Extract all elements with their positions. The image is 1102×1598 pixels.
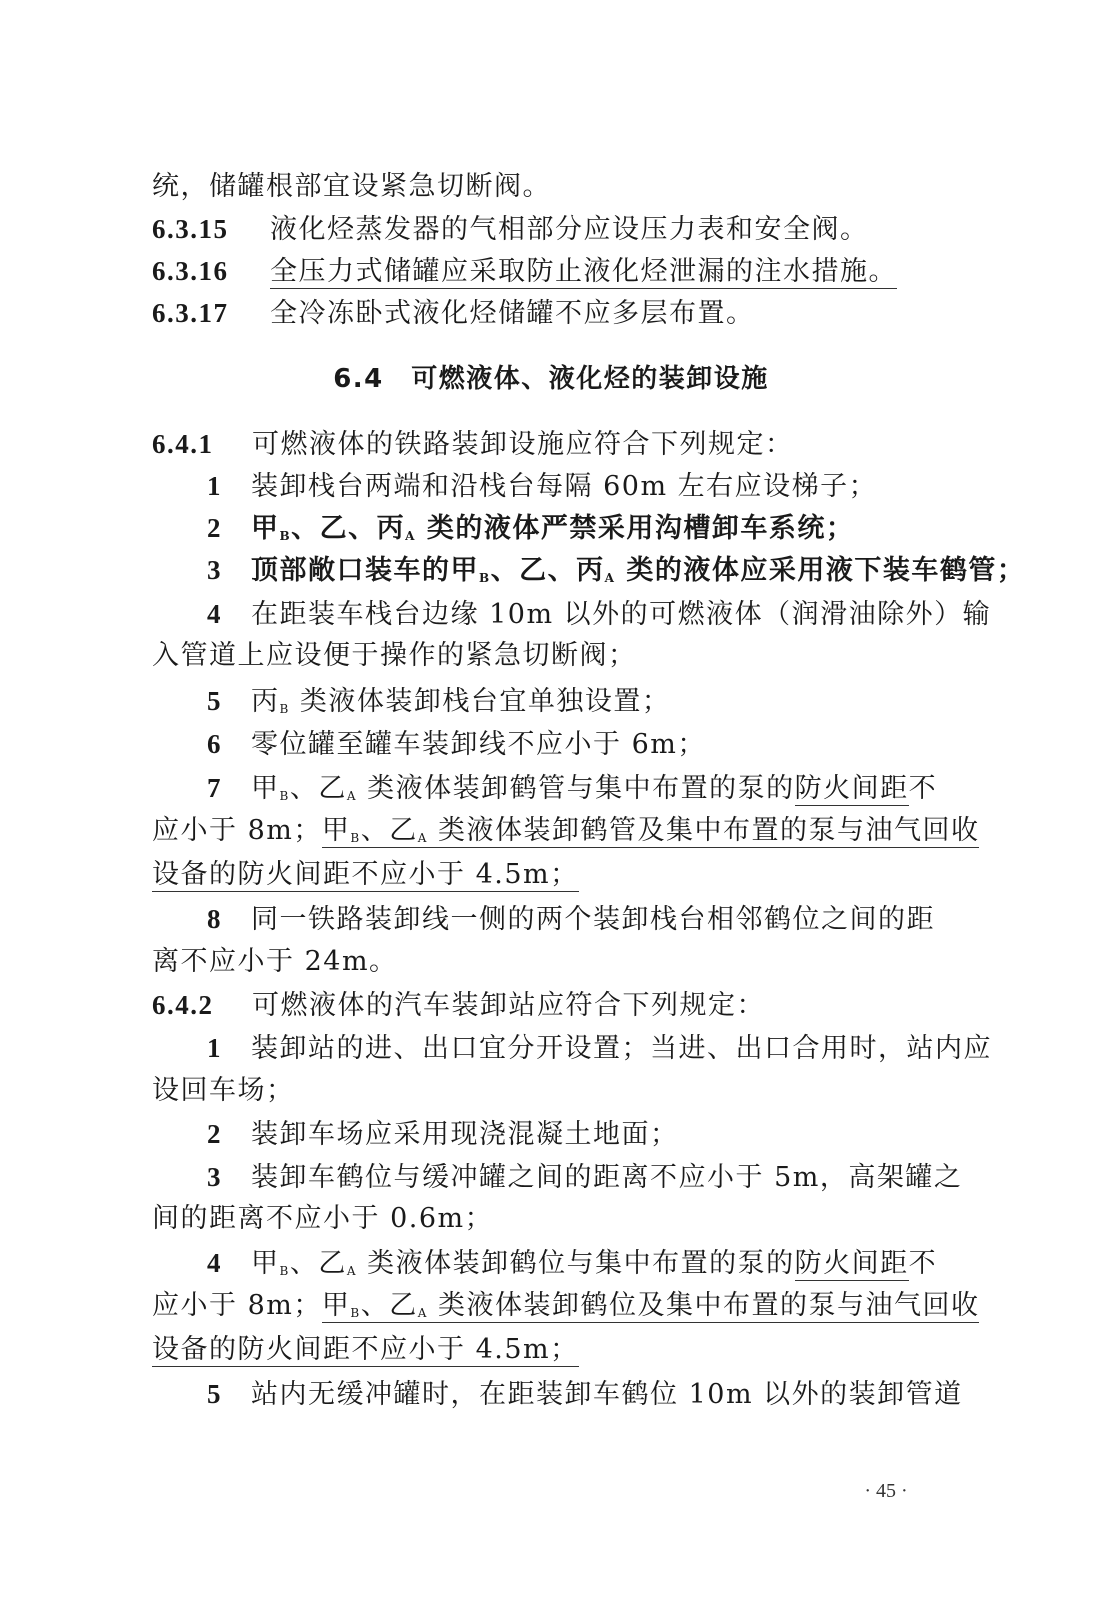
item-number: 3 bbox=[207, 1162, 222, 1192]
clause-text-underlined: 全压力式储罐应采取防止液化烃泄漏的注水措施。 bbox=[270, 256, 897, 287]
clause-number: 6.3.17 bbox=[152, 298, 229, 328]
subscript: B bbox=[279, 789, 290, 803]
text: 零位罐至罐车装卸线不应小于 6m； bbox=[251, 729, 706, 760]
text: 、乙 bbox=[289, 773, 347, 804]
text: 、乙 bbox=[360, 1290, 418, 1321]
clause-text: 可燃液体的汽车装卸站应符合下列规定： bbox=[252, 990, 765, 1021]
subscript: A bbox=[346, 1264, 357, 1278]
text-underlined: 设备的防火间距不应小于 4.5m； bbox=[152, 859, 579, 890]
text: 间的距离不应小于 0.6m； bbox=[152, 1203, 494, 1234]
list-item-3 bbox=[207, 1157, 1007, 1198]
clause-number: 6.4.1 bbox=[152, 429, 214, 459]
text: 、乙 bbox=[360, 815, 418, 846]
text: 设回车场； bbox=[152, 1075, 295, 1106]
subscript: B bbox=[479, 571, 491, 585]
clause-6-4-2 bbox=[152, 985, 952, 1026]
clause-text: 液化烃蒸发器的气相部分应设压力表和安全阀。 bbox=[270, 214, 869, 245]
list-item-7-cont2 bbox=[152, 855, 952, 895]
text: 类的液体应采用液下装车鹤管； bbox=[615, 555, 1026, 586]
subscript: A bbox=[604, 571, 616, 585]
item-number: 2 bbox=[207, 1119, 222, 1149]
paragraph-line bbox=[152, 167, 952, 207]
clause-6-4-1 bbox=[152, 424, 952, 465]
clause-text: 全冷冻卧式液化烃储罐不应多层布置。 bbox=[270, 298, 755, 329]
text: 类液体装卸鹤管及集中布置的泵与油气回收 bbox=[427, 815, 980, 846]
text: 装卸车场应采用现浇混凝土地面； bbox=[251, 1119, 679, 1150]
list-item-8 bbox=[207, 899, 1007, 940]
list-item-3-cont bbox=[152, 1199, 952, 1239]
item-number: 5 bbox=[207, 1379, 222, 1409]
text: 甲 bbox=[321, 815, 351, 846]
subscript: A bbox=[405, 529, 416, 543]
clause-6-3-17 bbox=[152, 293, 952, 334]
underlined-run bbox=[322, 815, 980, 848]
text: 装卸车鹤位与缓冲罐之间的距离不应小于 5m，高架罐之 bbox=[251, 1162, 963, 1193]
list-item-1-cont bbox=[152, 1071, 952, 1111]
list-item-5 bbox=[207, 681, 1007, 729]
text: 类的液体严禁采用沟槽卸车系统； bbox=[415, 513, 855, 544]
item-number: 8 bbox=[207, 904, 222, 934]
subscript: A bbox=[417, 831, 428, 845]
text: 类液体装卸鹤位与集中布置的泵的 bbox=[357, 1248, 795, 1279]
item-number: 5 bbox=[207, 686, 222, 716]
list-item-2 bbox=[207, 508, 1007, 556]
text: 站内无缓冲罐时，在距装卸车鹤位 10m 以外的装卸管道 bbox=[251, 1379, 963, 1410]
list-item-5 bbox=[207, 1374, 1007, 1415]
section-heading: 6.4 可燃液体、液化烃的装卸设施 bbox=[333, 364, 769, 394]
subscript: B bbox=[350, 1306, 361, 1320]
clause-6-3-16 bbox=[152, 251, 952, 292]
text: 统，储罐根部宜设紧急切断阀。 bbox=[152, 171, 551, 202]
item-number: 7 bbox=[207, 773, 222, 803]
subscript: B bbox=[279, 1264, 290, 1278]
underlined-run bbox=[322, 1290, 980, 1323]
text: 离不应小于 24m。 bbox=[152, 946, 398, 977]
item-number: 3 bbox=[207, 555, 222, 585]
list-item-3 bbox=[207, 550, 1026, 598]
text: 应小于 8m； bbox=[152, 1290, 322, 1321]
text: 甲 bbox=[251, 513, 280, 544]
clause-number: 6.3.16 bbox=[152, 256, 229, 286]
clause-6-3-15 bbox=[152, 209, 952, 250]
text: 应小于 8m； bbox=[152, 815, 322, 846]
text: 、乙、丙 bbox=[490, 555, 605, 586]
text: 类液体装卸鹤位及集中布置的泵与油气回收 bbox=[427, 1290, 980, 1321]
list-item-1 bbox=[207, 466, 1007, 507]
text: 在距装车栈台边缘 10m 以外的可燃液体（润滑油除外）输 bbox=[251, 599, 992, 630]
text: 同一铁路装卸线一侧的两个装卸栈台相邻鹤位之间的距 bbox=[251, 904, 935, 935]
item-number: 2 bbox=[207, 513, 222, 543]
text: 丙 bbox=[251, 686, 280, 717]
text: 入管道上应设便于操作的紧急切断阀； bbox=[152, 640, 637, 671]
subscript: B bbox=[350, 831, 361, 845]
clause-number: 6.4.2 bbox=[152, 990, 214, 1020]
text: 甲 bbox=[321, 1290, 351, 1321]
list-item-4 bbox=[207, 594, 1007, 635]
item-number: 6 bbox=[207, 729, 222, 759]
subscript: A bbox=[417, 1306, 428, 1320]
item-text: 装卸栈台两端和沿栈台每隔 60m 左右应设梯子； bbox=[251, 471, 878, 502]
text-underlined: 防火间距 bbox=[794, 1248, 909, 1279]
list-item-4 bbox=[207, 1243, 1007, 1291]
text: 类液体装卸栈台宜单独设置； bbox=[289, 686, 671, 717]
list-item-4-cont bbox=[152, 636, 952, 676]
text: 装卸站的进、出口宜分开设置；当进、出口合用时，站内应 bbox=[251, 1033, 992, 1064]
clause-number: 6.3.15 bbox=[152, 214, 229, 244]
item-number: 1 bbox=[207, 1033, 222, 1063]
subscript: A bbox=[346, 789, 357, 803]
text-underlined: 防火间距 bbox=[794, 773, 909, 804]
list-item-4-cont bbox=[152, 1286, 980, 1333]
text: 类液体装卸鹤管与集中布置的泵的 bbox=[357, 773, 795, 804]
text-underlined: 设备的防火间距不应小于 4.5m； bbox=[152, 1334, 579, 1365]
item-number: 1 bbox=[207, 471, 222, 501]
text: 不 bbox=[908, 773, 938, 804]
subscript: B bbox=[279, 702, 290, 716]
clause-text: 可燃液体的铁路装卸设施应符合下列规定： bbox=[252, 429, 794, 460]
list-item-1 bbox=[207, 1028, 1007, 1069]
subscript: B bbox=[279, 529, 292, 543]
text: 、乙、丙 bbox=[291, 513, 406, 544]
page-number: · 45 · bbox=[864, 1480, 908, 1502]
list-item-2 bbox=[207, 1114, 1007, 1155]
list-item-4-cont2 bbox=[152, 1330, 952, 1370]
text: 顶部敞口装车的甲 bbox=[251, 555, 479, 586]
list-item-8-cont bbox=[152, 942, 952, 982]
list-item-7-cont bbox=[152, 811, 980, 858]
text: 不 bbox=[908, 1248, 938, 1279]
item-number: 4 bbox=[207, 1248, 222, 1278]
list-item-7 bbox=[207, 768, 1007, 816]
item-number: 4 bbox=[207, 599, 222, 629]
text: 、乙 bbox=[289, 1248, 347, 1279]
text: 甲 bbox=[251, 1248, 280, 1279]
text: 甲 bbox=[251, 773, 280, 804]
list-item-6 bbox=[207, 724, 1007, 765]
